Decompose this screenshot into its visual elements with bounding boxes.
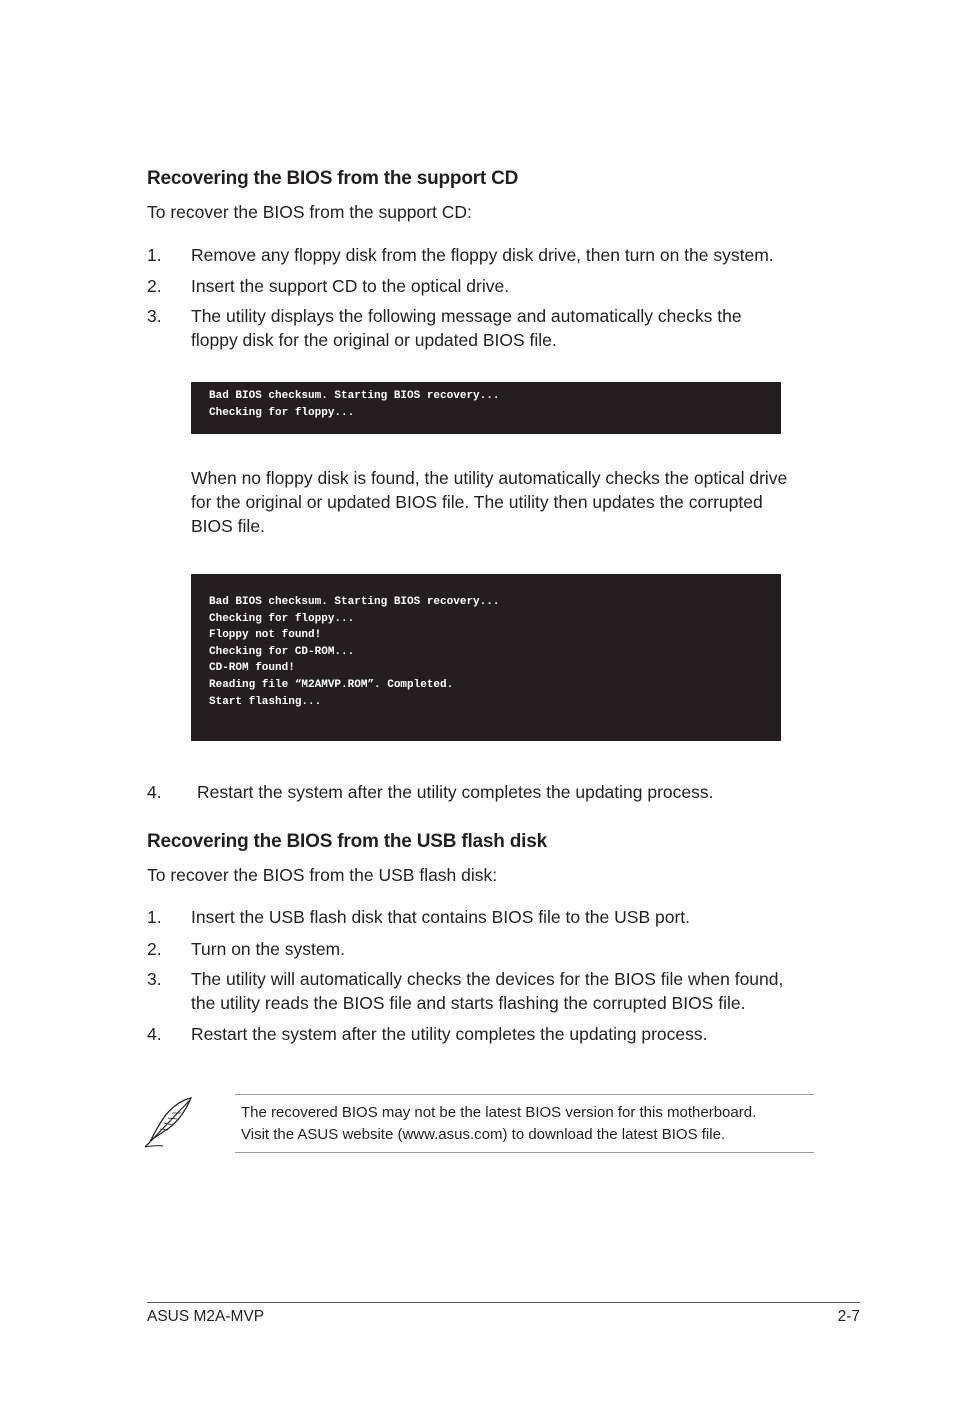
screen-line: Checking for floppy...: [209, 406, 355, 419]
step-number: 3.: [147, 969, 162, 989]
footer-rule: [147, 1302, 860, 1303]
screen-line: Bad BIOS checksum. Starting BIOS recovery...: [209, 390, 500, 402]
step-text: Restart the system after the utility completes the updating process.: [197, 782, 714, 802]
step-number: 2.: [147, 939, 162, 959]
screen-line: Start flashing...: [209, 695, 322, 708]
step-text: Turn on the system.: [191, 939, 345, 959]
intro-usb-flash-disk: To recover the BIOS from the USB flash disk:: [147, 865, 498, 885]
bios-screen-message-2: [191, 574, 781, 741]
step-text-line1: The utility displays the following message and automatically checks the: [191, 306, 742, 326]
step-number: 4.: [147, 782, 162, 802]
intro-support-cd: To recover the BIOS from the support CD:: [147, 202, 472, 222]
step-number: 1.: [147, 907, 162, 927]
screen-line: Checking for CD-ROM...: [209, 645, 355, 658]
step-text-line2: floppy disk for the original or updated BIOS file.: [191, 330, 557, 350]
screen-line: Reading file “M2AMVP.ROM”. Completed.: [209, 679, 454, 691]
paragraph-line: for the original or updated BIOS file. The utility then updates the corrupted: [191, 492, 763, 512]
step-text: Remove any floppy disk from the floppy disk drive, then turn on the system.: [191, 245, 774, 265]
step-text-line1: The utility will automatically checks the devices for the BIOS file when found,: [191, 969, 784, 989]
screen-line: Floppy not found!: [209, 629, 322, 642]
paragraph-line: When no floppy disk is found, the utility automatically checks the optical drive: [191, 468, 788, 488]
heading-usb-flash-disk: Recovering the BIOS from the USB flash disk: [147, 831, 547, 852]
paragraph-line: BIOS file.: [191, 516, 265, 536]
step-text-line2: the utility reads the BIOS file and starts flashing the corrupted BIOS file.: [191, 993, 746, 1013]
step-number: 2.: [147, 276, 162, 296]
bios-screen-message-1: [191, 382, 781, 434]
feather-pen-icon: [141, 1094, 197, 1150]
step-number: 4.: [147, 1024, 162, 1044]
step-number: 1.: [147, 245, 162, 265]
step-text: Insert the support CD to the optical drive.: [191, 276, 510, 296]
note-line: The recovered BIOS may not be the latest BIOS version for this motherboard.: [241, 1104, 757, 1121]
footer-product: ASUS M2A-MVP: [147, 1308, 265, 1325]
screen-line: CD-ROM found!: [209, 662, 295, 675]
heading-support-cd: Recovering the BIOS from the support CD: [147, 168, 519, 189]
footer-page-number: 2-7: [837, 1308, 860, 1325]
step-text: Insert the USB flash disk that contains BIOS file to the USB port.: [191, 907, 690, 927]
note-bottom-rule: [235, 1152, 814, 1153]
note-line: Visit the ASUS website (www.asus.com) to download the latest BIOS file.: [241, 1126, 726, 1143]
step-number: 3.: [147, 306, 162, 326]
screen-line: Checking for floppy...: [209, 612, 355, 625]
screen-line: Bad BIOS checksum. Starting BIOS recovery...: [209, 596, 500, 608]
step-text: Restart the system after the utility completes the updating process.: [191, 1024, 708, 1044]
note-top-rule: [235, 1094, 814, 1095]
